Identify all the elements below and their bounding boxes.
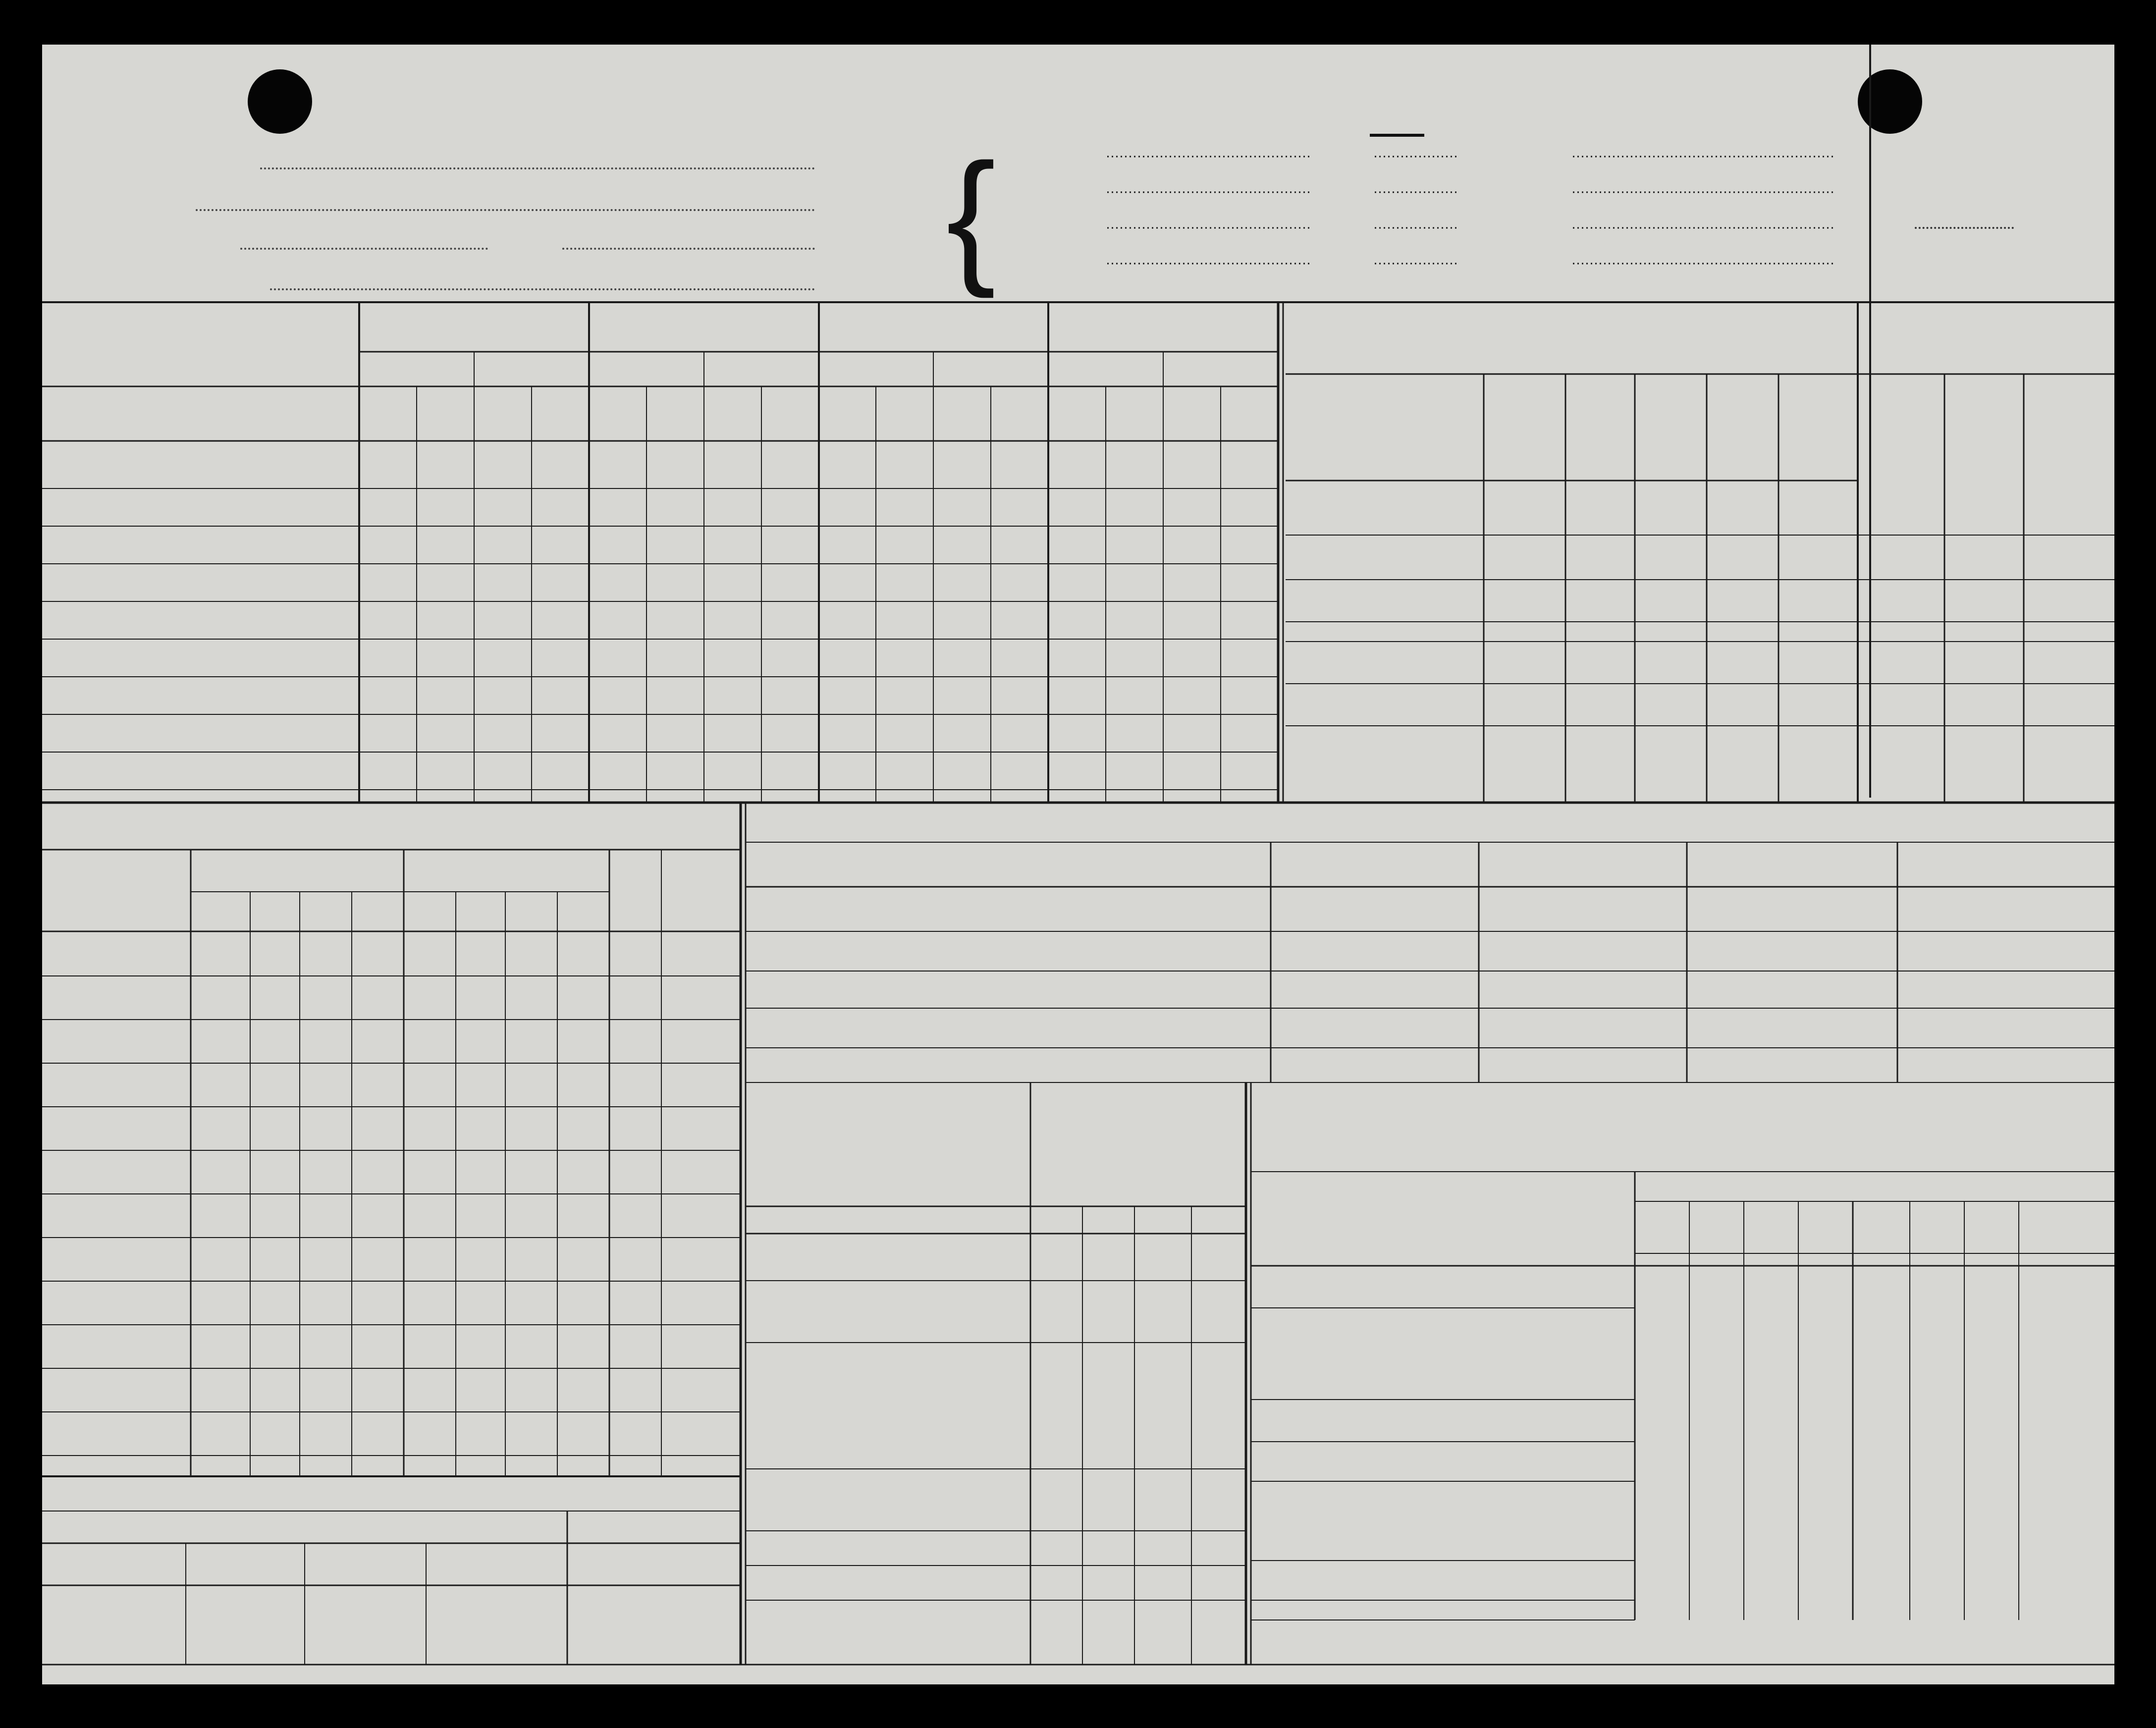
operational-statistical-summary-form [42,45,2114,1684]
form-grid-lines [42,45,2114,1684]
brace: { [946,132,996,299]
